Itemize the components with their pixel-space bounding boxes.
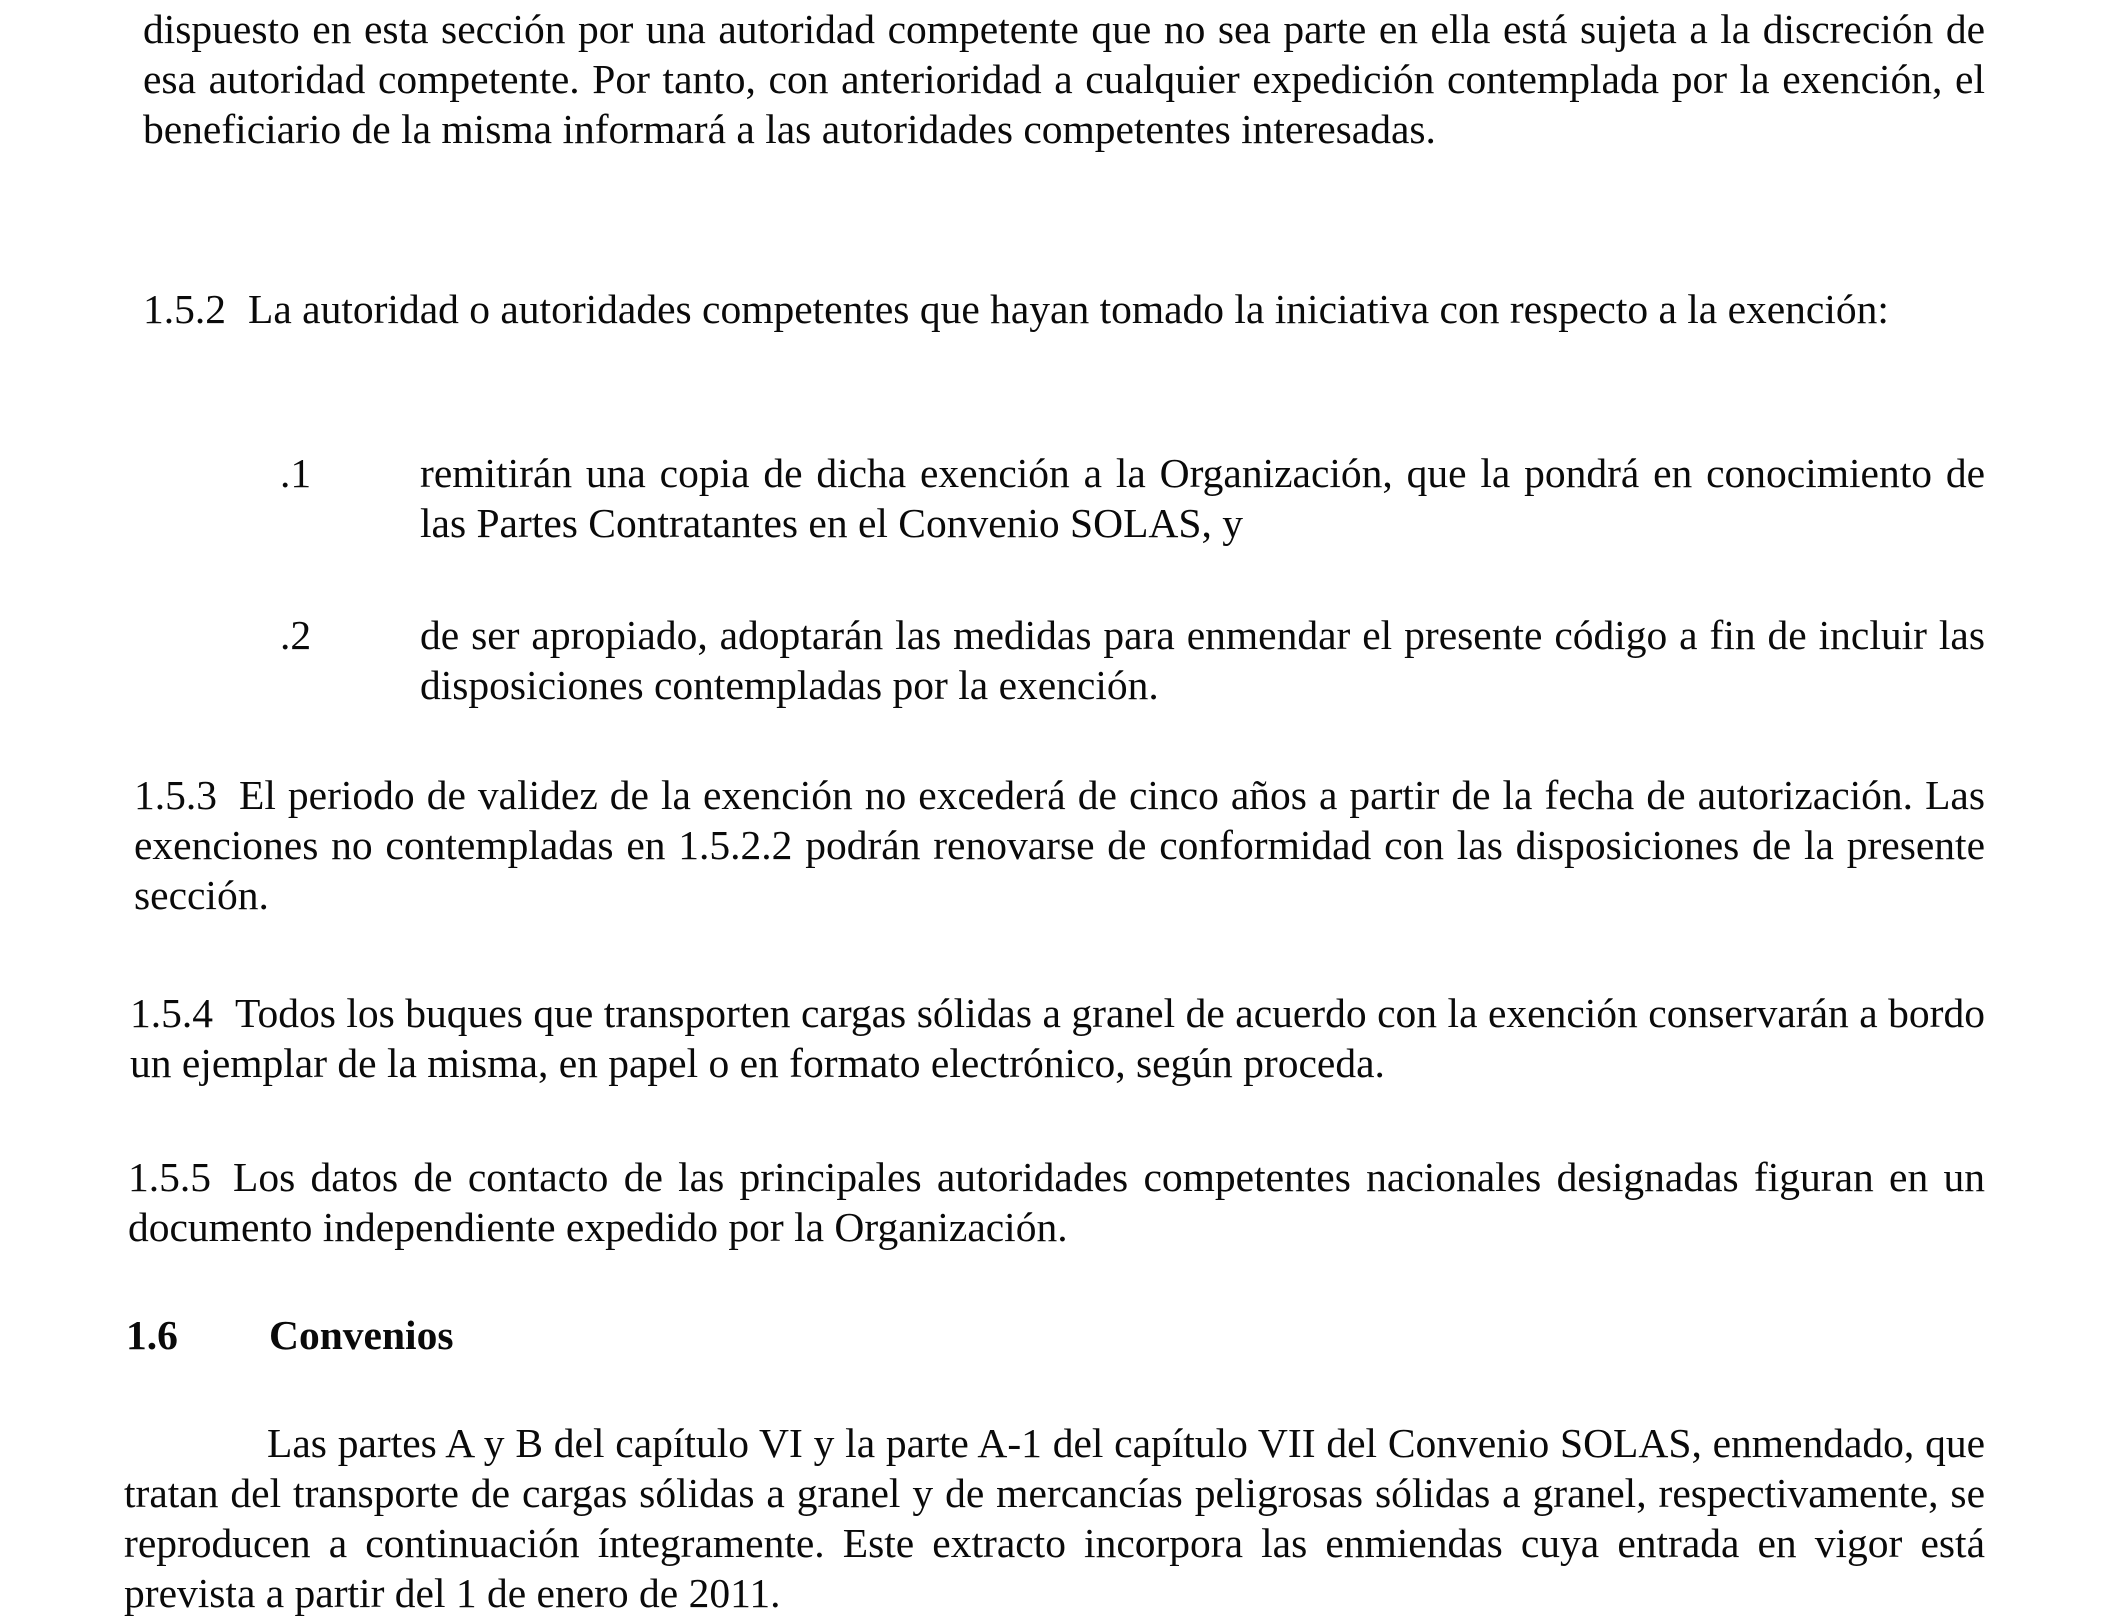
section-number: 1.5.3: [134, 772, 217, 818]
section-1-5-2-paragraph: [143, 284, 1985, 334]
list-item-number: .2: [280, 612, 312, 658]
heading-title: Convenios: [269, 1312, 454, 1358]
section-text: Los datos de contacto de las principales autoridades competentes nacionales designadas figuran en un documento independiente expedido por la Organización.: [128, 1154, 1985, 1250]
list-item-text: remitirán una copia de dicha exención a la Organización, que la pondrá en conocimiento de las Partes Contratantes en el Convenio SOLAS, y: [420, 450, 1985, 546]
section-1-5-3-paragraph: [134, 770, 1985, 920]
list-item-text: de ser apropiado, adoptarán las medidas para enmendar el presente código a fin de incluir las disposiciones contempladas por la exención.: [420, 612, 1985, 708]
list-item-number: .1: [280, 450, 312, 496]
section-heading: [126, 1310, 453, 1360]
section-text: El periodo de validez de la exención no excederá de cinco años a partir de la fecha de autorización. Las exenciones no contempladas en 1.5.2.2 podrán renovarse de conformidad con las disposiciones de la presente sección.: [134, 772, 1985, 918]
intro-paragraph: dispuesto en esta sección por una autoridad competente que no sea parte en ella está sujeta a la discreción de esa autoridad competente. Por tanto, con anterioridad a cualquier expedición contemplada por la exención, el beneficiario de la misma informará a las autoridades competentes interesadas.: [143, 6, 1985, 152]
section-1-5-4-paragraph: [130, 988, 1985, 1088]
section-number: 1.5.2: [143, 286, 226, 332]
section-number: 1.5.5: [128, 1154, 211, 1200]
section-1-5-5-paragraph: [128, 1152, 1985, 1252]
section-text: Todos los buques que transporten cargas sólidas a granel de acuerdo con la exención conservarán a bordo un ejemplar de la misma, en papel o en formato electrónico, según proceda.: [130, 990, 1985, 1086]
section-1-6-paragraph: Las partes A y B del capítulo VI y la parte A-1 del capítulo VII del Convenio SOLAS, enmendado, que tratan del transporte de cargas sólidas a granel y de mercancías peligrosas sólidas a granel, respectivamente, se reproducen a continuación íntegramente. Este extracto incorpora las enmiendas cuya entrada en vigor está prevista a partir del 1 de enero de 2011.: [124, 1420, 1985, 1616]
section-text: La autoridad o autoridades competentes que hayan tomado la iniciativa con respecto a la exención:: [248, 286, 1889, 332]
heading-number: 1.6: [126, 1312, 178, 1358]
section-number: 1.5.4: [130, 990, 213, 1036]
